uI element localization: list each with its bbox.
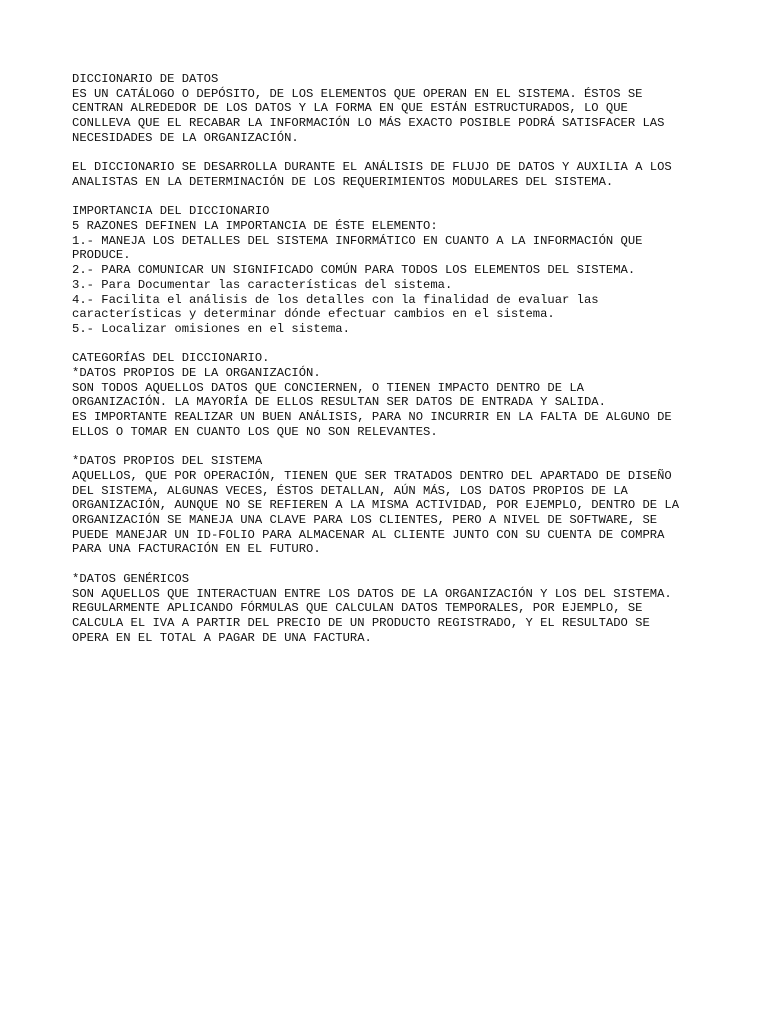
list-item-continuation: PRODUCE. (72, 248, 131, 263)
list-item-continuation: características y determinar dónde efectuar cambios en el sistema. (72, 307, 555, 322)
subsection-heading: *DATOS GENÉRICOS (72, 571, 190, 586)
section-importancia (72, 204, 752, 336)
text-line: PARA UNA FACTURACIÓN EN EL FUTURO. (72, 542, 321, 557)
text-line: OPERA EN EL TOTAL A PAGAR DE UNA FACTURA. (72, 630, 372, 645)
section-heading: IMPORTANCIA DEL DICCIONARIO (72, 204, 270, 219)
text-line: ORGANIZACIÓN, AUNQUE NO SE REFIEREN A LA MISMA ACTIVIDAD, POR EJEMPLO, DENTRO DE LA (72, 498, 680, 513)
text-line: NECESIDADES DE LA ORGANIZACIÓN. (72, 130, 299, 145)
text-line: DEL SISTEMA, ALGUNAS VECES, ÉSTOS DETALLAN, AÚN MÁS, LOS DATOS PROPIOS DE LA (72, 483, 628, 498)
section-diccionario-de-datos (72, 72, 752, 146)
list-item: 3.- Para Documentar las características del sistema. (72, 277, 453, 292)
section-heading: DICCIONARIO DE DATOS (72, 72, 219, 86)
text-line: ORGANIZACIÓN SE MANEJA UNA CLAVE PARA LOS CLIENTES, PERO A NIVEL DE SOFTWARE, SE (72, 513, 658, 528)
text-line: ES IMPORTANTE REALIZAR UN BUEN ANÁLISIS, PARA NO INCURRIR EN LA FALTA DE ALGUNO DE (72, 410, 672, 425)
list-item: 4.- Facilita el análisis de los detalles con la finalidad de evaluar las (72, 292, 599, 307)
list-item: 2.- PARA COMUNICAR UN SIGNIFICADO COMÚN PARA TODOS LOS ELEMENTOS DEL SISTEMA. (72, 263, 636, 278)
text-line: SON AQUELLOS QUE INTERACTUAN ENTRE LOS DATOS DE LA ORGANIZACIÓN Y LOS DEL SISTEMA. (72, 586, 672, 601)
list-item: 5.- Localizar omisiones en el sistema. (72, 321, 350, 336)
section-heading: CATEGORÍAS DEL DICCIONARIO. (72, 351, 270, 366)
document-page (72, 72, 752, 660)
subsection-heading: *DATOS PROPIOS DEL SISTEMA (72, 454, 263, 469)
text-line: EL DICCIONARIO SE DESARROLLA DURANTE EL ANÁLISIS DE FLUJO DE DATOS Y AUXILIA A LOS (72, 160, 672, 175)
section-desarrollo (72, 160, 752, 189)
text-line: PUEDE MANEJAR UN ID-FOLIO PARA ALMACENAR AL CLIENTE JUNTO CON SU CUENTA DE COMPRA (72, 527, 665, 542)
text-line: 5 RAZONES DEFINEN LA IMPORTANCIA DE ÉSTE ELEMENTO: (72, 219, 438, 233)
text-line: CONLLEVA QUE EL RECABAR LA INFORMACIÓN LO MÁS EXACTO POSIBLE PODRÁ SATISFACER LAS (72, 116, 665, 131)
subsection-heading: *DATOS PROPIOS DE LA ORGANIZACIÓN. (72, 366, 321, 381)
section-datos-sistema (72, 454, 752, 557)
section-datos-genericos (72, 572, 752, 646)
text-line: AQUELLOS, QUE POR OPERACIÓN, TIENEN QUE SER TRATADOS DENTRO DEL APARTADO DE DISEÑO (72, 468, 672, 483)
text-line: SON TODOS AQUELLOS DATOS QUE CONCIERNEN, O TIENEN IMPACTO DENTRO DE LA (72, 380, 584, 395)
list-item: 1.- MANEJA LOS DETALLES DEL SISTEMA INFORMÁTICO EN CUANTO A LA INFORMACIÓN QUE (72, 233, 643, 248)
text-line: ANALISTAS EN LA DETERMINACIÓN DE LOS REQUERIMIENTOS MODULARES DEL SISTEMA. (72, 174, 614, 189)
text-line: CENTRAN ALREDEDOR DE LOS DATOS Y LA FORMA EN QUE ESTÁN ESTRUCTURADOS, LO QUE (72, 101, 628, 116)
text-line: ES UN CATÁLOGO O DEPÓSITO, DE LOS ELEMENTOS QUE OPERAN EN EL SISTEMA. ÉSTOS SE (72, 86, 643, 101)
text-line: ORGANIZACIÓN. LA MAYORÍA DE ELLOS RESULTAN SER DATOS DE ENTRADA Y SALIDA. (72, 395, 606, 410)
text-line: ELLOS O TOMAR EN CUANTO LOS QUE NO SON RELEVANTES. (72, 424, 438, 439)
text-line: REGULARMENTE APLICANDO FÓRMULAS QUE CALCULAN DATOS TEMPORALES, POR EJEMPLO, SE (72, 601, 643, 616)
text-line: CALCULA EL IVA A PARTIR DEL PRECIO DE UN PRODUCTO REGISTRADO, Y EL RESULTADO SE (72, 615, 650, 630)
section-categorias (72, 351, 752, 439)
